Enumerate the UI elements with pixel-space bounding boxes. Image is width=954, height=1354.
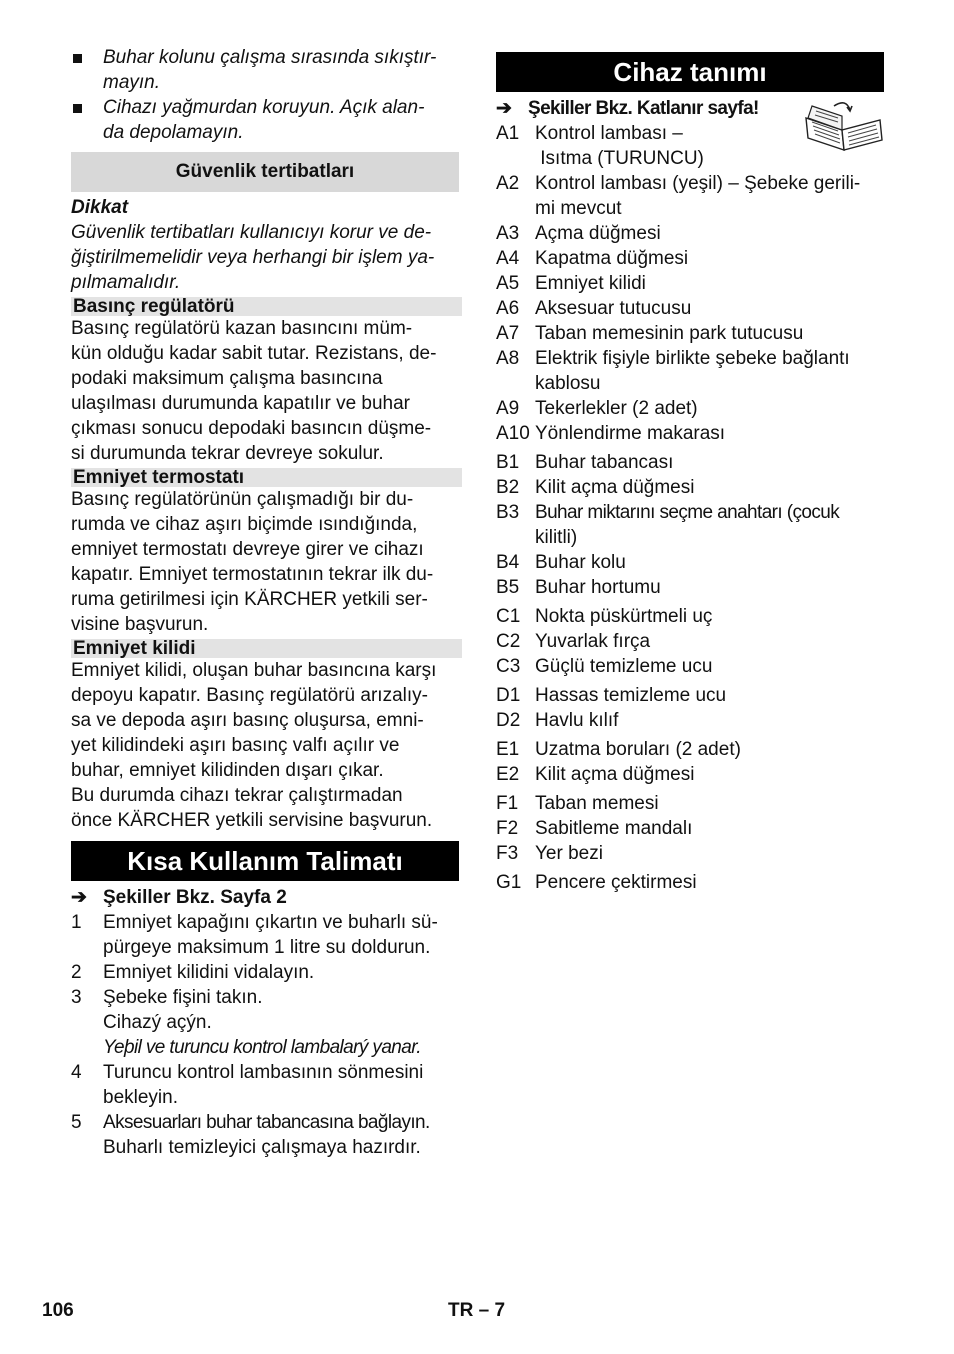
part-code: D2	[496, 710, 521, 731]
part-label: Isıtma (TURUNCU)	[535, 148, 704, 169]
part-label: Sabitleme mandalı	[535, 818, 693, 839]
part-item	[496, 246, 884, 271]
part-item	[496, 221, 884, 246]
part-label: Buhar hortumu	[535, 577, 661, 598]
step-number: 1	[71, 912, 82, 933]
right-arrow-icon: ➔	[71, 887, 87, 908]
part-code: F1	[496, 793, 519, 814]
part-code: A8	[496, 348, 520, 369]
part-label: Uzatma boruları (2 adet)	[535, 739, 741, 760]
part-label: Yer bezi	[535, 843, 603, 864]
part-label: Tekerlekler (2 adet)	[535, 398, 698, 419]
part-code: C3	[496, 656, 521, 677]
step-number: 4	[71, 1062, 82, 1083]
part-code: B5	[496, 577, 520, 598]
part-label: Kontrol lambası (yeşil) – Şebeke gerili-	[535, 173, 861, 194]
safety-lock-heading: Emniyet kilidi	[71, 639, 462, 658]
part-label: Yönlendirme makarası	[535, 423, 726, 444]
part-item	[496, 575, 884, 600]
square-bullet-icon	[73, 54, 82, 63]
part-item	[496, 816, 884, 841]
part-label: Havlu kılıf	[535, 710, 619, 731]
part-code: A5	[496, 273, 520, 294]
part-code: C2	[496, 631, 521, 652]
part-item	[496, 421, 884, 446]
step-item: 5 Aksesuarları buhar tabancasına bağlayın. Buharlı temizleyici çalışmaya hazırdır.	[71, 1112, 430, 1158]
part-label: Aksesuar tutucusu	[535, 298, 692, 319]
safety-thermostat-heading: Emniyet termostatı	[71, 468, 462, 487]
step-item: 4 Turuncu kontrol lambasının sönmesini bekleyin.	[71, 1062, 424, 1108]
part-item	[496, 450, 884, 475]
bullet-text-line: Cihazı yağmurdan koruyun. Açık alan-	[103, 97, 425, 118]
part-item	[496, 550, 884, 575]
part-item	[496, 321, 884, 346]
safety-lock-text: Emniyet kilidi, oluşan buhar basıncına karşı depoyu kapatır. Basınç regülatörü arızalıy- sa ve depoda aşırı basınç oluşursa, emni- yet kilidindeki aşırı basınç valfı açılır ve buhar, emniyet kilidinden dışarı çıkar. Bu durumda cihazı tekrar çalıştırmadan önce KÄRCHER yetkili servisine başvurun.	[71, 660, 437, 831]
bullet-item	[71, 95, 459, 145]
part-item	[496, 870, 884, 895]
part-item	[496, 737, 884, 762]
part-item	[496, 762, 884, 787]
step-item: 1 Emniyet kapağını çıkartın ve buharlı sü- pürgeye maksimum 1 litre su doldurun.	[71, 912, 438, 958]
quick-instructions-heading: Kısa Kullanım Talimatı	[71, 841, 459, 881]
part-label: Taban memesi	[535, 793, 659, 814]
part-label: kilitli)	[535, 527, 578, 548]
part-code: G1	[496, 872, 522, 893]
part-label: Buhar tabancası	[535, 452, 674, 473]
part-label: mi mevcut	[535, 198, 622, 219]
part-code: E2	[496, 764, 520, 785]
step-note: Yeþil ve turuncu kontrol lambalarý yanar.	[103, 1037, 421, 1058]
part-code: E1	[496, 739, 520, 760]
open-book-icon	[804, 100, 884, 152]
part-code: F2	[496, 818, 519, 839]
part-label: Kapatma düğmesi	[535, 248, 689, 269]
part-label: Açma düğmesi	[535, 223, 661, 244]
device-parts-list	[496, 121, 884, 895]
part-code: B1	[496, 452, 520, 473]
pressure-regulator-text: Basınç regülatörü kazan basıncını müm- kün olduğu kadar sabit tutar. Rezistans, de- podaki maksimum çalışma basıncına ulaşılması durumunda kapatılır ve buhar çıkması sonucu depodaki basıncın düşme- si durumunda tekrar devreye sokulur.	[71, 318, 437, 464]
quick-ref-line	[71, 885, 459, 910]
right-arrow-icon: ➔	[496, 98, 512, 119]
part-item	[496, 654, 884, 679]
bullet-text-line: Buhar kolunu çalışma sırasında sıkıştır-	[103, 47, 437, 68]
pressure-regulator-heading: Basınç regülatörü	[71, 297, 462, 316]
step-number: 3	[71, 987, 82, 1008]
square-bullet-icon	[73, 104, 82, 113]
part-item	[496, 500, 884, 550]
bullet-item	[71, 45, 459, 95]
part-item	[496, 396, 884, 421]
part-item	[496, 271, 884, 296]
caution-label: Dikkat	[71, 197, 129, 218]
part-label: Yuvarlak fırça	[535, 631, 651, 652]
step-number: 5	[71, 1112, 82, 1133]
right-column	[496, 52, 884, 895]
steps-list	[71, 910, 459, 1160]
part-code: C1	[496, 606, 521, 627]
part-code: A9	[496, 398, 520, 419]
part-label: Hassas temizleme ucu	[535, 685, 727, 706]
part-code: A3	[496, 223, 520, 244]
part-item	[496, 604, 884, 629]
safety-thermostat-text: Basınç regülatörünün çalışmadığı bir du- rumda ve cihaz aşırı biçimde ısındığında, emniyet termostatı devreye girer ve cihazı kapatır. Emniyet termostatının tekrar ilk du- ruma getirilmesi için KÄRCHER yetkili ser- visine başvurun.	[71, 489, 434, 635]
device-description-heading: Cihaz tanımı	[496, 52, 884, 92]
part-label: Kontrol lambası –	[535, 123, 683, 144]
part-label: Buhar kolu	[535, 552, 626, 573]
part-code: A1	[496, 123, 520, 144]
part-code: F3	[496, 843, 519, 864]
part-label: Pencere çektirmesi	[535, 872, 697, 893]
part-item	[496, 841, 884, 866]
part-label: Buhar miktarını seçme anahtarı (çocuk	[535, 502, 840, 523]
part-code: B4	[496, 552, 520, 573]
part-code: B3	[496, 502, 520, 523]
part-label: Kilit açma düğmesi	[535, 764, 695, 785]
part-item	[496, 296, 884, 321]
bullet-text-line: da depolamayın.	[103, 122, 244, 143]
step-item: 3 Şebeke fişini takın. Cihazý açýn. Yeþil ve turuncu kontrol lambalarý yanar.	[71, 987, 421, 1058]
part-label: Nokta püskürtmeli uç	[535, 606, 713, 627]
page-number: 106	[42, 1300, 74, 1321]
bullet-text-line: mayın.	[103, 72, 161, 93]
part-item	[496, 708, 884, 733]
part-code: A6	[496, 298, 520, 319]
part-label: kablosu	[535, 373, 601, 394]
part-item	[496, 475, 884, 500]
part-label: Güçlü temizleme ucu	[535, 656, 713, 677]
device-ref-text: Şekiller Bkz. Katlanır sayfa!	[528, 98, 759, 119]
quick-ref-text: Şekiller Bkz. Sayfa 2	[103, 887, 287, 908]
part-item	[496, 791, 884, 816]
part-label: Emniyet kilidi	[535, 273, 646, 294]
part-code: A10	[496, 423, 530, 444]
step-number: 2	[71, 962, 82, 983]
part-item	[496, 683, 884, 708]
part-code: D1	[496, 685, 521, 706]
part-item	[496, 171, 884, 221]
left-column	[71, 45, 459, 1160]
part-label: Taban memesinin park tutucusu	[535, 323, 804, 344]
part-code: A7	[496, 323, 520, 344]
part-code: B2	[496, 477, 520, 498]
security-heading: Güvenlik tertibatları	[71, 152, 459, 192]
part-code: A4	[496, 248, 520, 269]
step-item: 2 Emniyet kilidini vidalayın.	[71, 962, 315, 983]
section-label: TR – 7	[448, 1300, 506, 1321]
part-item	[496, 346, 884, 396]
part-label: Kilit açma düğmesi	[535, 477, 695, 498]
caution-text: Güvenlik tertibatları kullanıcıyı korur ve de- ğiştirilmemelidir veya herhangi bir işlem ya- pılmamalıdır.	[71, 222, 435, 293]
part-code: A2	[496, 173, 520, 194]
part-label: Elektrik fişiyle birlikte şebeke bağlantı	[535, 348, 850, 369]
part-item	[496, 629, 884, 654]
